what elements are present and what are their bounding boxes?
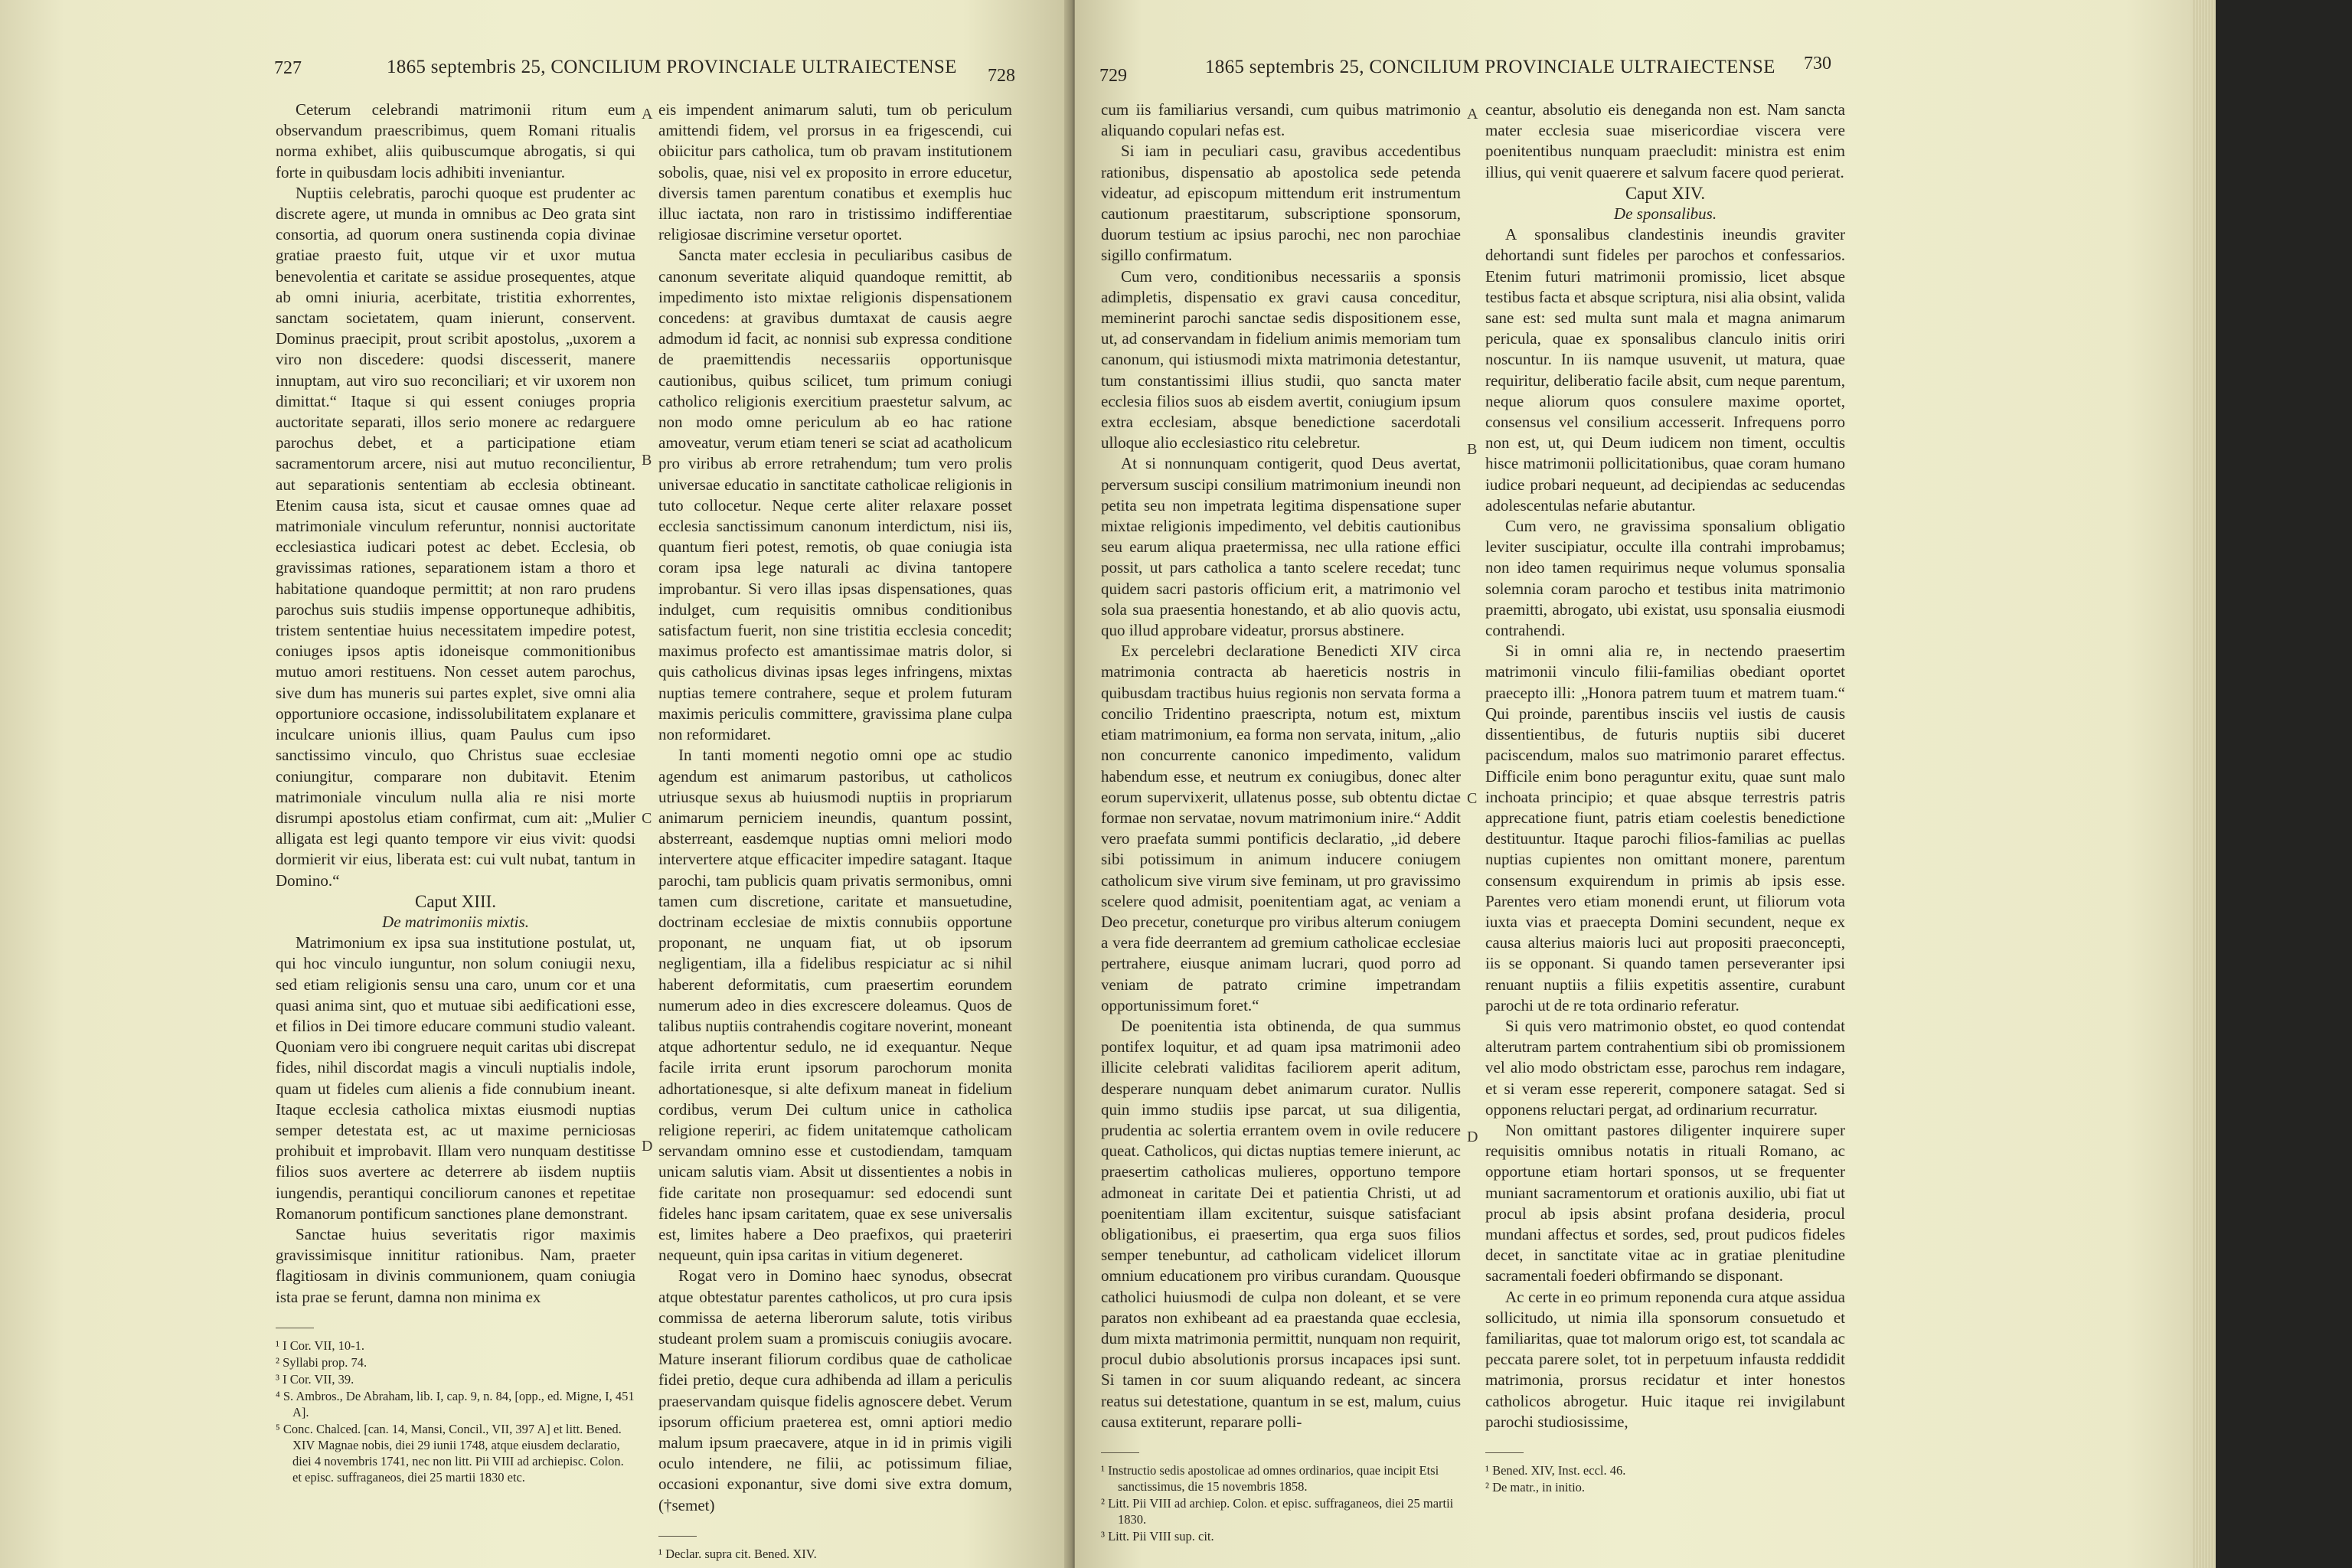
footnote: ¹ I Cor. VII, 10-1. bbox=[276, 1338, 365, 1353]
paragraph: Si iam in peculiari casu, gravibus accedentibus rationibus, dispensatio ab apostolica sede petenda videatur, ad episcopum mittendum erit instrumentum cautionum praestitarum, subscriptione sponsorum, duorum testium ac ipsius parochi, nec non parochiae sigillo confirmatum. bbox=[1101, 142, 1461, 265]
paragraph: eis impendent animarum saluti, tum ob periculum amittendi fidem, vel prorsus in ea frigescendi, cui obiicitur pars catholica, tum ob pravam institutionem sobolis, quae, nisi vel ex proposito in errore educetur, diversis tamen parentum conatibus et exemplis huc illuc iactata, non raro in tristissimo indifferentiae religiosae discrimine versetur oportet. bbox=[658, 100, 1012, 244]
page-edges bbox=[2193, 0, 2216, 1568]
paragraph: Non omittant pastores diligenter inquirere super requisitis omnibus notatis in rituali Romano, ac opportune etiam hortari sponsos, ut se frequenter muniant sacramentorum et orationis auxilio, ubi fiat ut procul ab ipsis absint profana desideria, procul mundani affectus et sordes, sed, prout pudicos fideles decet, in sanctitate vitae ac in gratiae plenitudine sacramentali foederi obfirmando se disponant. bbox=[1485, 1120, 1845, 1285]
column-2 bbox=[658, 100, 1012, 1563]
footnotes bbox=[276, 1338, 635, 1485]
right-page bbox=[1075, 0, 2193, 1568]
margin-marker: B bbox=[1467, 441, 1478, 458]
paragraph: Si quis vero matrimonio obstet, eo quod contendat alterutram partem contrahentium sibi ob promissionem vel alio modo obstrictam esse, parochus rem indagare, et si veram esse repererit, componere satagat. Sed si opponens reluctari pergat, ad ordinarium recurratur. bbox=[1485, 1016, 1845, 1119]
margin-marker: A bbox=[642, 106, 653, 122]
margin-marker: B bbox=[642, 452, 652, 469]
footnotes bbox=[1101, 1462, 1461, 1544]
footnote: ¹ Declar. supra cit. Bened. XIV. bbox=[658, 1546, 817, 1561]
chapter-title: Caput XIV. bbox=[1625, 183, 1706, 203]
paragraph: At si nonnunquam contigerit, quod Deus avertat, perversum suscipi consilium matrimonium ineundi non petita seu non impetrata legitima dispensatione super mixtae religionis impedimento, vel debitis cautionibus seu earum aliqua praetermissa, nec ulla ratione effici possit, ut pars catholica a tanto scelere recedat; tunc quidem sacri pastoris officium erit, a matrimonio vel sola sua praesentia honestando, et ab alio quovis actu, quo illud approbare videatur, prorsus abstinere. bbox=[1101, 454, 1461, 640]
footnotes bbox=[1485, 1462, 1845, 1495]
paragraph: Rogat vero in Domino haec synodus, obsecrat atque obtestatur parentes catholicos, ut pro cura ipsis commissa de aeterna liberorum salute, totis viribus studeant prolem suam a promiscuis coniugiis avocare. Mature inserant filiorum cordibus quae de catholicae fidei pretio, deque cura adhibenda ad illam a periculis praeservandam quisque fidelis agnoscere debet. Verum ipsorum officium praeterea est, omni aptiori medio malum ipsum praecavere, atque in id in primis vigili oculo intendere, ne filii, ac potissimum filiae, occasioni exponantur, sive domi sive extra domum, (†semet) bbox=[658, 1266, 1012, 1514]
paragraph: Sancta mater ecclesia in peculiaribus casibus de canonum severitate aliquid quandoque remittit, ab impedimento isto mixtae religionis dispensationem concedens: at gravibus dumtaxat de causis aegre admodum id facit, ac nonnisi sub expressa conditione de praemittendis necessariis opportunisque cautionibus, quibus scilicet, tum primum coniugi catholico religionis exercitium praestetur salvum, ac non modo omne periculum ab eo hac ratione amoveatur, verum etiam teneri se sciat ad acatholicum pro viribus ab errore retrahendum; tum vero prolis universae educatio in sanctitate catholicae religionis in tuto collocetur. Neque certe aliter relaxare posset ecclesia sanctissimum canonum interdictum, nisi iis, quantum fieri potest, remotis, ob quae coniugia ista coram ipsa lege naturali ac divina tantopere improbantur. Si vero illas ipsas dispensationes, quas indulget, cum requisitis omnibus conditionibus satisfactum fuerit, non sine tristitia ecclesia concedit; maximus profecto est amantissimae matris dolor, si quis catholicus divinas ipsas leges infringens, mixtas nuptias temere contrahere, seque et prolem futuram maximis periculis committere, gravissima plane culpa non reformidaret. bbox=[658, 246, 1012, 744]
footnote: ² De matr., in initio. bbox=[1485, 1480, 1586, 1494]
footnote: ⁵ Conc. Chalced. [can. 14, Mansi, Concil., VII, 397 A] et litt. Bened. XIV Magnae nobis, diei 29 iunii 1748, atque eiusdem declaratio, diei 4 novembris 1741, nec non litt. Pii VIII ad archiepisc. Colon. et episc. suffraganeos, diei 25 martii 1830 etc. bbox=[276, 1421, 624, 1485]
footnote: ¹ Bened. XIV, Inst. eccl. 46. bbox=[1485, 1463, 1626, 1478]
paragraph: De poenitentia ista obtinenda, de qua summus pontifex loquitur, et ad quam ipsa matrimonii adeo illicite celebrati validitas faciliorem aperit aditum, desperare nunquam debet animarum curator. Nullis quin immo studiis ipse parcat, ut sua diligentia, prudentia ac solertia errantem ovem in ovile reducere queat. Catholicos, qui dictas nuptias temere inierunt, ac praesertim catholicas mulieres, opportuno tempore admoneat in caritate Dei et patientia Christi, ut ad poenitentiam illam excitentur, suisque satisfaciant obligationibus, ei praesertim, qua erga suos filios semper tenebuntur, ad catholicam videlicet illorum omnium educationem pro viribus curandam. Quousque catholici huiusmodi de culpa non doleant, et se vere paratos non exhibeant ad ea praestanda quae ecclesia, dum mixta matrimonia permittit, nunquam non requirit, procul dubio absolutionis prorsus incapaces ipsi sunt. Si tamen in cor suum aliquando redeant, ac sincera reatus sui detestatione, quantum in se est, malum, cuius causa extiterunt, reparare polli- bbox=[1101, 1016, 1461, 1431]
footnote-rule bbox=[1485, 1452, 1524, 1453]
footnote: ³ I Cor. VII, 39. bbox=[276, 1371, 354, 1387]
paragraph: Ac certe in eo primum reponenda cura atque assidua sollicitudo, ut nimia illa sponsorum consuetudo et familiaritas, quae tot malorum origo est, tot scandala ac peccata parere solet, tot in perpetuum infausta reddidit matrimonia, prorsus recidatur et inter honestos catholicos abrogetur. Huic itaque rei invigilabunt parochi studiosissime, bbox=[1485, 1287, 1845, 1431]
paragraph: Ex percelebri declaratione Benedicti XIV circa matrimonia contracta ab haereticis nostris in quibusdam tractibus huius regionis non servata forma a concilio Tridentino praescripta, notum est, mixtum etiam matrimonium, ea forma non servata, initum, „alio non concurrente canonico impedimento, validum habendum esse, et neutrum ex coniugibus, donec alter eorum supervixerit, ullatenus posse, sub obtentu dictae formae non servatae, novum matrimonium inire.“ Addit vero praefata summi pontificis declaratio, „id debere sibi potissimum in animum inducere coniugem catholicum sive virum sive feminam, ut pro gravissimo scelere quod admisit, poenitentiam agat, ac veniam a Deo precetur, coneturque pro viribus alterum coniugem a vera fide deerrantem ad gremium catholicae ecclesiae pertrahere, eiusque animam lucrari, quod porro ad veniam de patrato crimine impetrandam opportunissimum foret.“ bbox=[1101, 642, 1461, 1014]
footnote: ² Syllabi prop. 74. bbox=[276, 1354, 368, 1370]
paragraph: Cum vero, conditionibus necessariis a sponsis adimpletis, dispensatio ex gravi causa conceditur, meminerint parochi sanctae sedis dispositionem esse, ut, ad conservandam in fidelium animis memoriam tum canonum, qui istiusmodi mixta matrimonia detestantur, tum constantissimi illius studii, quo sancta mater ecclesia filios suos ab eisdem avertit, coniugium ipsum extra ecclesiam, absque benedictione sacerdotali ulloque alio ecclesiastico ritu celebretur. bbox=[1101, 266, 1461, 452]
page-number: 729 bbox=[1099, 66, 1127, 86]
paragraph: Matrimonium ex ipsa sua institutione postulat, ut, qui hoc vinculo iunguntur, non solum coniugii nexu, sed etiam religionis sensu una caro, unum cor et una quasi anima sint, quo et mutuae sibi aedificationi esse, et filios in Dei timore educare communi studio valeant. Quoniam vero ibi congruere nequit caritas ubi discrepat fides, nihil discordat magis a vinculi nuptialis indole, quam ut fideles cum alienis a fide connubium ineant. Itaque ecclesia catholica mixtas eiusmodi nuptias semper detestata est, ac ut maxime perniciosas prohibuit et improbavit. Illam vero nunquam destitisse filios suos avertere ac deterrere ab iisdem nuptiis iungendis, perantiqui conciliorum canones et repetitae Romanorum pontificum sanctiones plane demonstrant. bbox=[276, 933, 635, 1223]
page-number: 728 bbox=[988, 66, 1015, 86]
margin-marker: D bbox=[642, 1138, 653, 1155]
chapter-title: Caput XIII. bbox=[414, 891, 497, 911]
paragraph: Ceterum celebrandi matrimonii ritum eum observandum praescribimus, quem Romani ritualis norma exhibet, aliis quibuscumque abrogatis, si qui forte in quibusdam locis adhibiti inveniantur. bbox=[276, 100, 635, 181]
paragraph: cum iis familiarius versandi, cum quibus matrimonio aliquando copulari nefas est. bbox=[1101, 100, 1461, 140]
chapter-subtitle: De matrimoniis mixtis. bbox=[382, 912, 529, 931]
margin-marker: C bbox=[1467, 790, 1478, 807]
column-2 bbox=[1485, 100, 1845, 1496]
page-number: 730 bbox=[1804, 54, 1831, 74]
paragraph: Si in omni alia re, in nectendo praesertim matrimonii vinculo filii-familias obediant oportet praecepto illi: „Honora patrem tuum et matrem tuam.“ Qui proinde, parentibus insciis vel iustis de causis dissentientibus, de futuris nuptiis sibi duceret paciscendum, malos suo matrimonio pararet effectus. Difficile enim bono peraguntur exitu, quae sunt malo inchoata principio; et quae absque terrestris patris apprecatione fiunt, patris etiam coelestis benedictione destituuntur. Itaque parochi filios-familias ac puellas nuptias cupientes non omittant monere, parentum consensum exquirendum in primis ab ipsis esse. Parentes vero etiam monendi erunt, ut filiorum vota iuxta vias et praecepta Domini secundent, neque ex causa alterius maioris luci aut propositi praeconcepti, iis se opponant. Si quando tamen perseveranter ipsi renuant nuptiis a filiis expetitis assentire, curabunt parochi ut de re tota ordinario referatur. bbox=[1485, 642, 1845, 1014]
footnote: ² Litt. Pii VIII ad archiep. Colon. et episc. suffraganeos, diei 25 martii 1830. bbox=[1101, 1496, 1454, 1527]
page-number: 727 bbox=[274, 58, 302, 78]
footnote-rule bbox=[1101, 1452, 1139, 1453]
margin-marker: A bbox=[1467, 106, 1478, 122]
column-1 bbox=[276, 100, 635, 1486]
background-surface bbox=[2216, 0, 2352, 1568]
running-header: 1865 septembris 25, CONCILIUM PROVINCIALE ULTRAIECTENSE bbox=[387, 57, 957, 77]
paragraph: In tanti momenti negotio omni ope ac studio agendum est animarum pastoribus, ut catholicos utriusque sexus ab huiusmodi nuptiis in propriarum animarum perniciem ineundis, quantum possint, absterreant, easdemque nuptias omni meliori modo intervertere atque efficaciter impedire satagant. Itaque parochi, tam publicis quam privatis sermonibus, omni tamen cum discretione, caritate et mansuetudine, doctrinam ecclesiae de mixtis connubiis opportune proponant, ne unquam fiat, ut ob ipsorum negligentiam, illa a fidelibus respiciatur ac si nihil haberent deformitatis, cum praesertim eorundem numerum adeo in dies excrescere doleamus. Quos de talibus nuptiis contrahendis cogitare noverint, moneant atque adhortentur sedulo, ne id exequantur. Neque facile irrita erunt ipsorum parochorum monita adhortationesque, si alte defixum maneat in fidelium cordibus, verum Dei cultum unice in catholica religione reperiri, ac fidem unitatemque catholicam servandam omnino esse et custodiendam, tamquam unicam salutis viam. Absit ut dissentientes a nobis in fide caritate non prosequamur: sed edocendi sunt fideles hanc ipsam caritatem, quae ex sese universalis est, limites habere a Deo praefixos, qui praeteriri nequeunt, quin ipsa caritas in vitium degeneret. bbox=[658, 746, 1012, 1265]
running-header: 1865 septembris 25, CONCILIUM PROVINCIALE ULTRAIECTENSE bbox=[1205, 57, 1775, 77]
left-page bbox=[0, 0, 1070, 1568]
footnote-rule bbox=[658, 1536, 697, 1537]
column-1 bbox=[1101, 100, 1461, 1545]
paragraph: Nuptiis celebratis, parochi quoque est prudenter ac discrete agere, ut munda in omnibus ac Deo grata sint consortia, ad quorum onera sustinenda copia divinae gratiae praesto fuit, utque vir et uxor mutua benevolentia et caritate se assidue prosequentes, atque ab omni iniuria, acerbitate, tristitia exhorrentes, sanctam societatem, quam inierunt, conservent. Dominus praecipit, prout scribit apostolus, „uxorem a viro non discedere: quodsi discesserit, manere innuptam, aut viro suo reconciliari; et vir uxorem non dimittat.“ Itaque si qui essent coniuges propria auctoritate separati, illos serio monere ac redarguere parochus debet, et a participatione etiam sacramentorum arcere, nisi aut mutuo reconcilientur, aut separationis sententiam ab ecclesia obtineant. Etenim causa ista, sicut et causae omnes quae ad matrimoniale vinculum referuntur, nonnisi auctoritate ecclesiastica iudicari potest ac debet. Ecclesia, ob gravissimas rationes, separationem istam a thoro et habitatione quandoque permittit; at non raro prudens parochus suis studiis impense opportuneque adhibitis, tristem sententiae huius necessitatem impedire potest, coniuges ipsos aptis idoneisque commonitionibus mutuo amori restituens. Non cesset autem parochus, sive dum has muneris sui partes explet, sive omni alia opportuniore occasione, indissolubilitatem explanare et inculcare unionis illius, quam Paulus cum ipso sanctissimo vinculo, quo Christus suae ecclesiae coniungitur, comparare non dubitavit. Etenim matrimoniale vinculum nulla alia re nisi morte disrumpi apostolus etiam confirmat, cum ait: „Mulier alligata est legi quanto tempore vir eius vivit: quodsi dormierit vir eius, liberata est: cui vult nubat, tantum in Domino.“ bbox=[276, 183, 635, 890]
footnote: ³ Litt. Pii VIII sup. cit. bbox=[1101, 1529, 1214, 1544]
paragraph: Sanctae huius severitatis rigor maximis gravissimisque innititur rationibus. Nam, praeter flagitiosam in divinis communionem, quam coniugia ista prae se ferunt, damna non minima ex bbox=[276, 1224, 635, 1306]
footnote: ⁴ S. Ambros., De Abraham, lib. I, cap. 9, n. 84, [opp., ed. Migne, I, 451 A]. bbox=[276, 1388, 635, 1419]
footnotes bbox=[658, 1546, 1012, 1562]
paragraph: Cum vero, ne gravissima sponsalium obligatio leviter suscipiatur, occulte illa contrahi improbamus; non ideo tamen requirimus neque volumus sponsalia solemnia coram parocho et testibus inita matrimonio praemitti, abrogato, ubi existat, usu sponsalia eiusmodi contrahendi. bbox=[1485, 517, 1845, 640]
paragraph: ceantur, absolutio eis deneganda non est. Nam sancta mater ecclesia suae misericordiae viscera vere poenitentibus nunquam praecludit: ministra est enim illius, qui venit quaerere et salvum facere quod perierat. bbox=[1485, 100, 1845, 181]
margin-marker: C bbox=[642, 810, 652, 827]
margin-marker: D bbox=[1467, 1129, 1478, 1145]
paragraph: A sponsalibus clandestinis ineundis graviter dehortandi sunt fideles per parochos et confessarios. Etenim futuri matrimonii promissio, licet absque testibus facta et absque scriptura, nisi alia obsint, valida sane est: sed multa sunt mala et magna animarum pericula, quae ex sponsalibus clanculo initis oriri noscuntur. In iis namque usuvenit, ut matura, quae requiritur, deliberatio facile absit, cum neque parentum, neque aliorum quos consulere maxime oportet, consensus vel consilium accesserit. Infrequens porro non est, ut, qui Deum iudicem non timent, occultis hisce matrimonii pollicitationibus, quae coram humano iudice probari nequeunt, ad decipiendas ac seducendas adolescentulas nefarie abutantur. bbox=[1485, 225, 1845, 514]
footnote: ¹ Instructio sedis apostolicae ad omnes ordinarios, quae incipit Etsi sanctissimus, die 15 novembris 1858. bbox=[1101, 1463, 1439, 1494]
chapter-subtitle: De sponsalibus. bbox=[1613, 204, 1717, 224]
